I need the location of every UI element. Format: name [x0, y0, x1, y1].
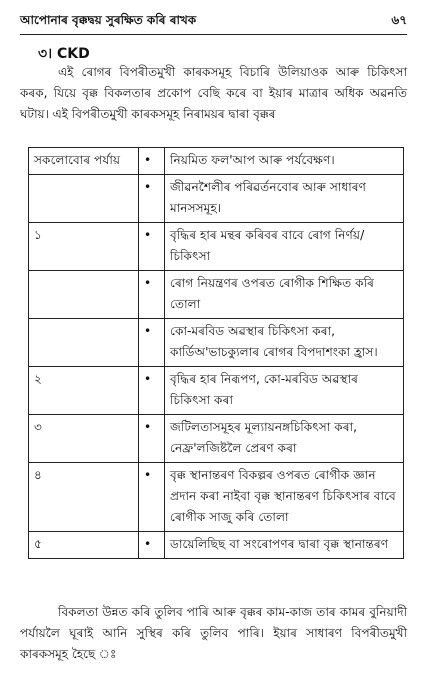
ckd-table-body [29, 148, 404, 559]
bullet-marker: • [139, 463, 165, 532]
stage-cell [29, 319, 139, 367]
stage-cell [29, 175, 139, 223]
bullet-marker: • [139, 532, 165, 559]
table-row [29, 223, 404, 271]
table-row [29, 415, 404, 463]
stage-cell [29, 271, 139, 319]
page-header [20, 10, 407, 35]
action-cell: বৃক্ক স্থানান্তৰণ বিকল্পৰ ওপৰত ৰোগীক জ্ঞান প্ৰদান কৰা নাইবা বৃক্ক স্থানান্তৰণ চিকিৎসাৰ বাবে ৰোগীক সাজু কৰি তোলা [165, 463, 404, 532]
stage-cell: ৩ [29, 415, 139, 463]
page-number: ৬৭ [391, 13, 407, 27]
table-row [29, 175, 404, 223]
action-cell: বৃদ্ধিৰ হাৰ মন্থৰ কৰিবৰ বাবে ৰোগ নিৰ্ণয়/চিকিৎসা [165, 223, 404, 271]
action-cell: নিয়মিত ফল'আপ আৰু পৰ্যবেক্ষণ। [165, 148, 404, 175]
table-row [29, 367, 404, 415]
stage-cell: সকলোবোৰ পৰ্যায় [29, 148, 139, 175]
action-cell: ডায়েলিছিছ বা সংৰোপণৰ দ্বাৰা বৃক্ক স্থানান্তৰণ [165, 532, 404, 559]
table-row [29, 463, 404, 532]
bullet-marker: • [139, 271, 165, 319]
action-cell: ৰোগ নিয়ন্ত্ৰণৰ ওপৰত ৰোগীক শিক্ষিত কৰি তোলা [165, 271, 404, 319]
bullet-marker: • [139, 148, 165, 175]
bullet-marker: • [139, 175, 165, 223]
closing-paragraph: বিকলতা উন্নত কৰি তুলিব পাৰি আৰু বৃক্কৰ কাম-কাজ তাৰ কামৰ বুনিয়াদী পৰ্যায়লৈ ঘূৰাই আনি সুস্থিৰ কৰি তুলিব পাৰি। ইয়াৰ সাধাৰণ বিপৰীতমুখী কাৰকসমূহ হৈছে ঃ [20, 605, 407, 661]
running-title: আপোনাৰ বৃক্কদ্বয় সুৰক্ষিত কৰি ৰাখক [20, 13, 197, 27]
action-cell: কো-মৰবিড অৱস্থাৰ চিকিৎসা কৰা, কাৰ্ডিঅ'ভাচক্যুলাৰ ৰোগৰ বিপদাশংকা হ্ৰাস। [165, 319, 404, 367]
stage-cell: ৪ [29, 463, 139, 532]
bullet-marker: • [139, 223, 165, 271]
bullet-marker: • [139, 319, 165, 367]
table-row [29, 532, 404, 559]
table-row [29, 319, 404, 367]
intro-paragraph: এই ৰোগৰ বিপৰীতমুখী কাৰকসমূহ বিচাৰি উলিয়াওক আৰু চিকিৎসা কৰক, যিয়ে বৃক্ক বিকলতাৰ প্ৰকোপ বেছি কৰে বা ইয়াৰ মাত্ৰাৰ অধিক অৱনতি ঘটায়। এই বিপৰীতমুখী কাৰকসমূহ নিৰাময়ৰ দ্বাৰা বৃক্কৰ [20, 65, 407, 121]
table-row [29, 271, 404, 319]
bullet-marker: • [139, 367, 165, 415]
action-cell: জটিলতাসমূহৰ মূল্যায়নঙ্গচিকিৎসা কৰা, নেফ্ৰ'লজিষ্টলৈ প্ৰেৰণ কৰা [165, 415, 404, 463]
action-cell: বৃদ্ধিৰ হাৰ নিৰূপণ, কো-মৰবিড অৱস্থাৰ চিকিৎসা কৰা [165, 367, 404, 415]
ckd-stage-table [28, 147, 404, 559]
stage-cell: ২ [29, 367, 139, 415]
table-row [29, 148, 404, 175]
stage-cell: ১ [29, 223, 139, 271]
stage-cell: ৫ [29, 532, 139, 559]
bullet-marker: • [139, 415, 165, 463]
action-cell: জীৱনশৈলীৰ পৰিৱৰ্তনবোৰ আৰু সাধাৰণ মানসসমূহ। [165, 175, 404, 223]
section-title: ৩। CKD [38, 46, 90, 62]
